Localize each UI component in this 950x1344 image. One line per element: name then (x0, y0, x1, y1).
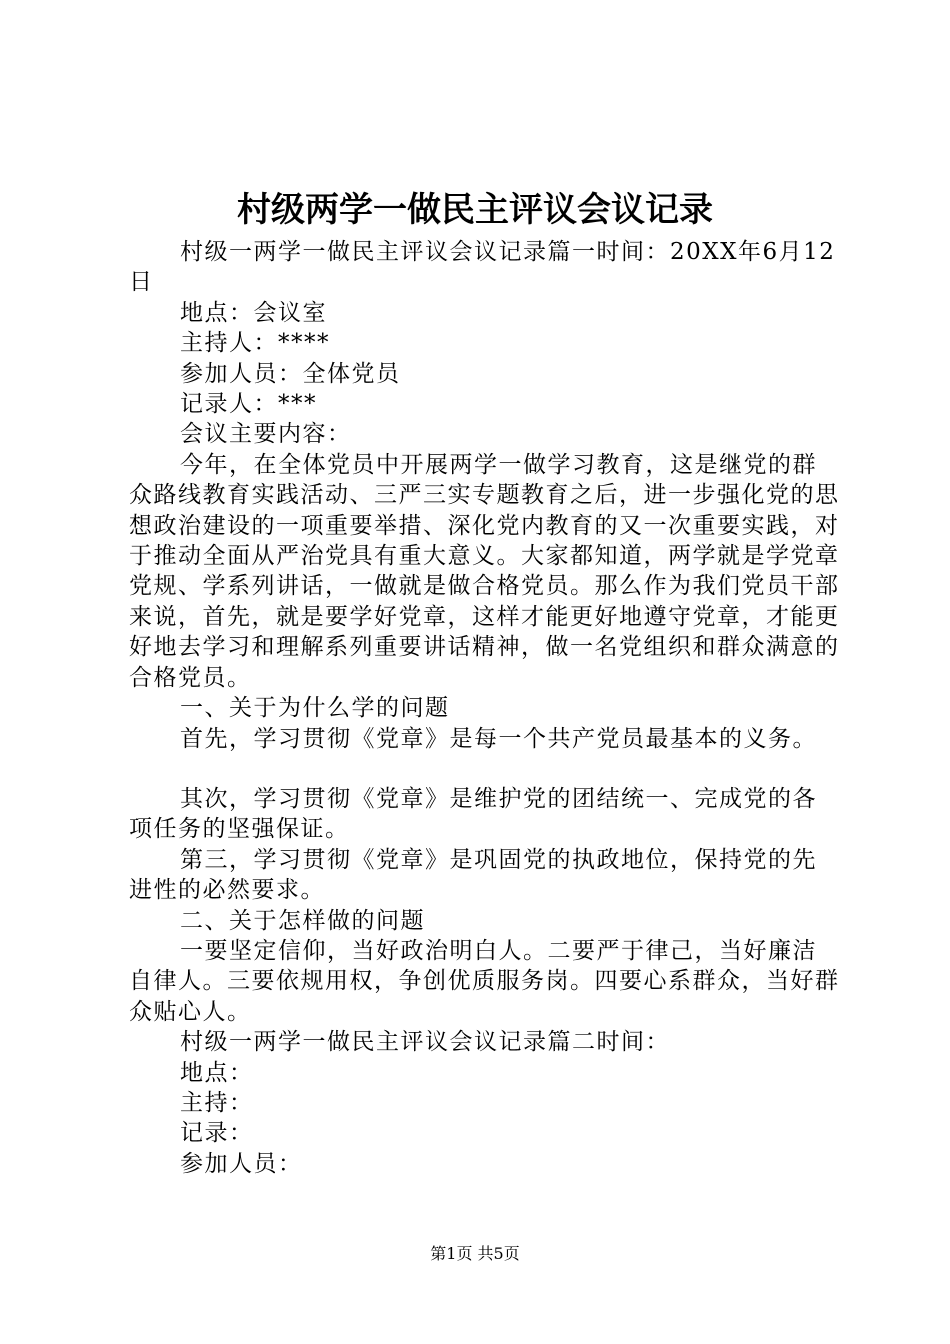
paragraph-part-two-host: 主持： (180, 1089, 254, 1116)
paragraph-part-two-attendees: 参加人员： (180, 1150, 303, 1177)
paragraph-main-content-label: 会议主要内容： (180, 421, 352, 448)
section-heading-why: 一、关于为什么学的问题 (180, 695, 450, 722)
paragraph-second-point: 其次，学习贯彻《党章》是维护党的团结统一、完成党的各项任务的坚强保证。 (129, 785, 817, 843)
document-title: 村级两学一做民主评议会议记录 (237, 190, 713, 230)
page-footer: 第1页 共5页 (430, 1244, 520, 1263)
paragraph-recorder: 记录人：*** (180, 391, 317, 418)
paragraph-how-content: 一要坚定信仰，当好政治明白人。二要严于律己，当好廉洁自律人。三要依规用权，争创优质服务岗。四要心系群众，当好群众贴心人。 (129, 937, 840, 1025)
paragraph-first-point: 首先，学习贯彻《党章》是每一个共产党员最基本的义务。 (180, 725, 817, 752)
paragraph-location: 地点：会议室 (180, 299, 327, 326)
paragraph-attendees: 参加人员：全体党员 (180, 360, 401, 387)
paragraph-host: 主持人：**** (180, 330, 330, 357)
section-heading-how: 二、关于怎样做的问题 (180, 907, 425, 934)
paragraph-part-two-time: 村级一两学一做民主评议会议记录篇二时间： (180, 1029, 670, 1056)
document-body (129, 237, 841, 1179)
paragraph-part-two-location: 地点： (180, 1059, 254, 1086)
paragraph-part-two-recorder: 记录： (180, 1120, 254, 1147)
paragraph-third-point: 第三，学习贯彻《党章》是巩固党的执政地位，保持党的先进性的必然要求。 (129, 846, 817, 904)
paragraph-main-content: 今年，在全体党员中开展两学一做学习教育，这是继党的群众路线教育实践活动、三严三实专题教育之后，进一步强化党的思想政治建设的一项重要举措、深化党内教育的又一次重要实践，对于推动全面从严治党具有重大意义。大家都知道，两学就是学党章党规、学系列讲话，一做就是做合格党员。那么作为我们党员干部来说，首先，就是要学好党章，这样才能更好地遵守党章，才能更好地去学习和理解系列重要讲话精神，做一名党组织和群众满意的合格党员。 (129, 451, 840, 691)
paragraph-meeting-time: 村级一两学一做民主评议会议记录篇一时间：20XX年6月12日 (129, 239, 836, 296)
